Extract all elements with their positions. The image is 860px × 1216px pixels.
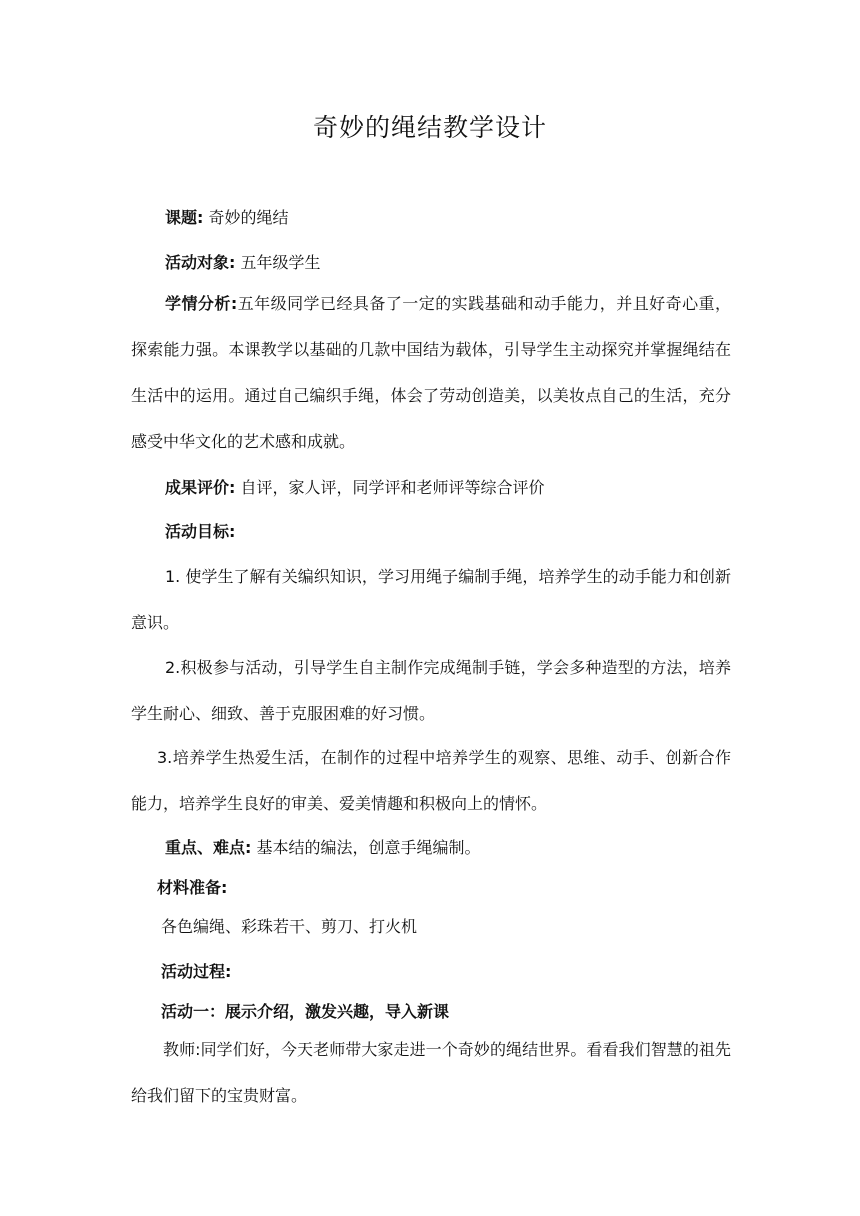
evaluation-label: 成果评价: [165,478,236,497]
goal-text: 使学生了解有关编织知识，学习用绳子编制手绳，培养学生的动手能力和创新意识。 [131,567,731,632]
materials-label: 材料准备: [157,878,228,897]
audience-label: 活动对象: [165,253,236,272]
topic-label: 课题: [165,208,204,227]
key-points-label: 重点、难点: [165,838,252,857]
evaluation-line [165,476,545,500]
audience-value: 五年级学生 [240,253,321,272]
goal-number: 3. [157,748,173,767]
goal-text: 积极参与活动，引导学生自主制作完成绳制手链，学会多种造型的方法，培养学生耐心、细致、善于克服困难的好习惯。 [131,658,731,723]
document-title: 奇妙的绳结教学设计 [312,113,547,142]
audience-line [165,251,321,275]
goal-number: 1. [165,567,181,586]
materials-value: 各色编绳、彩珠若干、剪刀、打火机 [161,917,418,936]
key-points-line [165,836,481,860]
analysis-text: 五年级同学已经具备了一定的实践基础和动手能力，并且好奇心重，探索能力强。本课教学以基础的几款中国结为载体，引导学生主动探究并掌握绳结在生活中的运用。通过自己编织手绳，体会了劳动创造美，以美妆点自己的生活，充分感受中华文化的艺术感和成就。 [131,294,731,451]
goal-number: 2. [165,658,181,677]
goal-item-3 [131,735,731,827]
goals-label: 活动目标: [165,522,236,541]
process-label: 活动过程: [161,962,232,981]
analysis-label: 学情分析: [165,294,238,313]
activity1-heading: 活动一：展示介绍，激发兴趣，导入新课 [161,1002,450,1021]
key-points-value: 基本结的编法，创意手绳编制。 [256,838,481,857]
activity1-paragraph: 教师:同学们好，今天老师带大家走进一个奇妙的绳结世界。看看我们智慧的祖先给我们留下的宝贵财富。 [131,1040,731,1105]
analysis-paragraph [131,281,731,465]
goal-text: 培养学生热爱生活，在制作的过程中培养学生的观察、思维、动手、创新合作能力，培养学生良好的审美、爱美情趣和积极向上的情怀。 [131,748,731,813]
evaluation-value: 自评，家人评，同学评和老师评等综合评价 [240,478,545,497]
topic-value: 奇妙的绳结 [208,208,289,227]
goal-item-1 [131,554,731,646]
topic-line [165,206,289,230]
goal-item-2 [131,645,731,737]
